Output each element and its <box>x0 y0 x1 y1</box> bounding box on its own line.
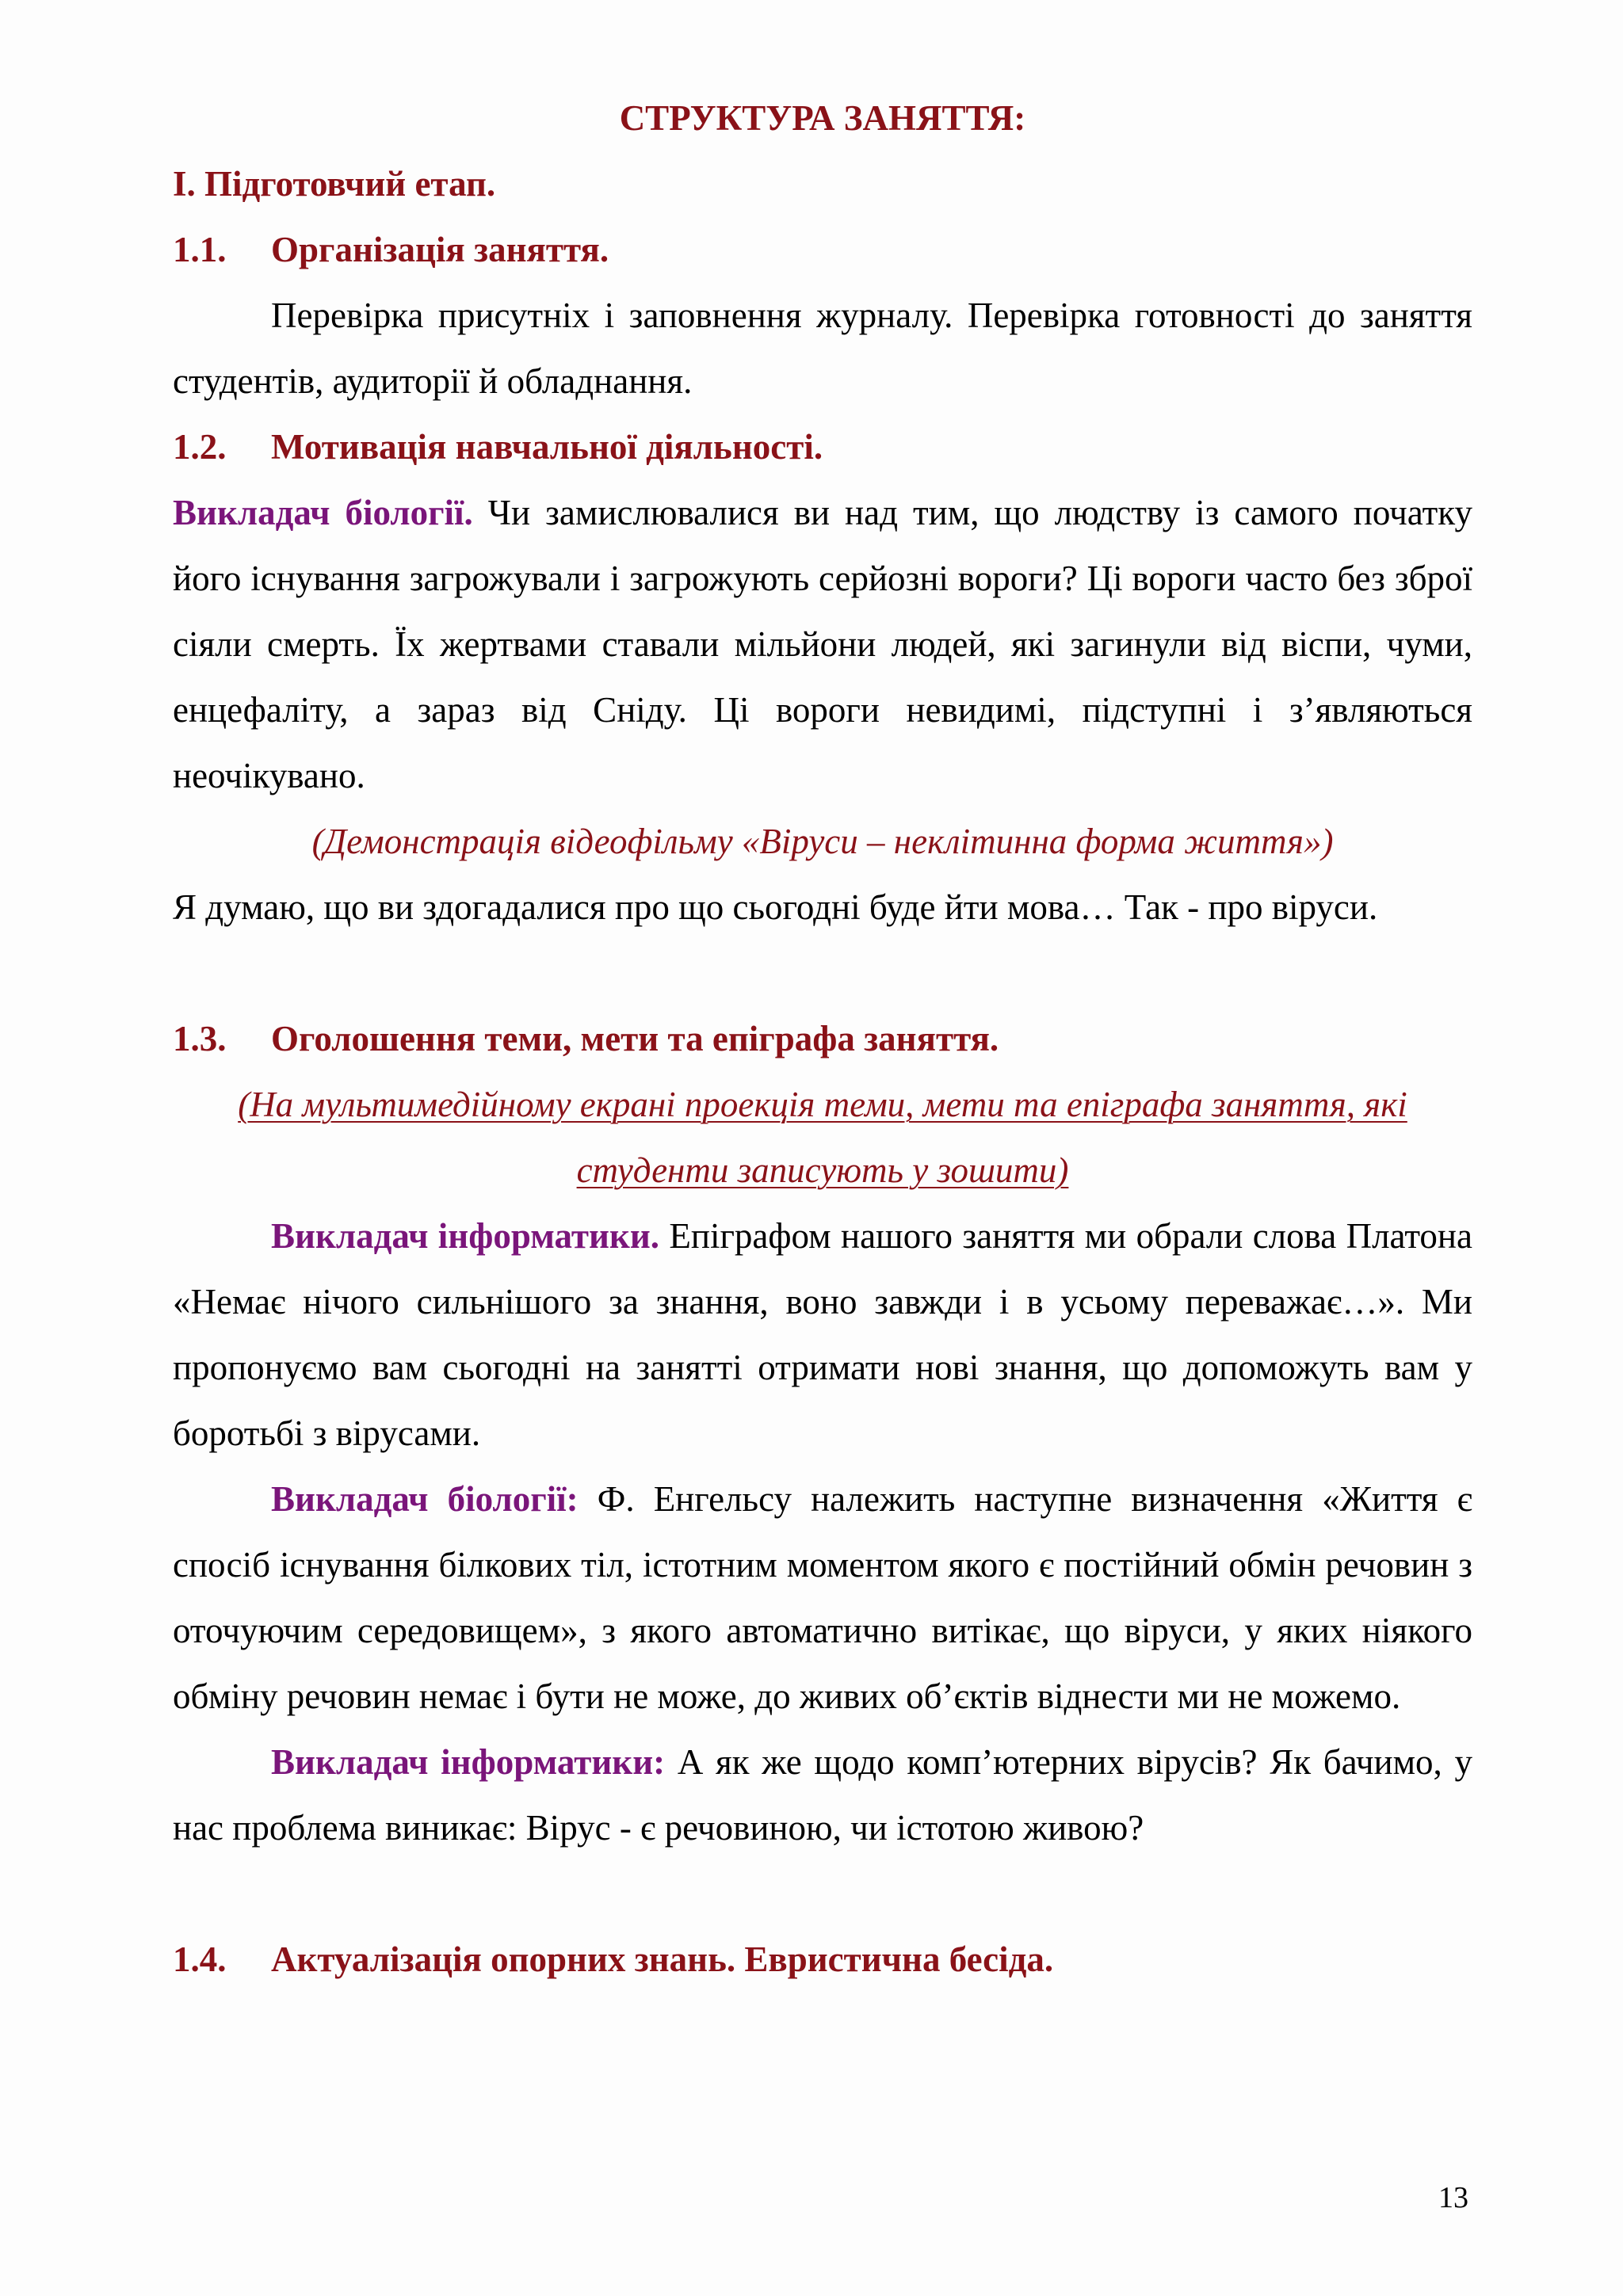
speaker-label: Викладач інформатики: <box>271 1742 666 1782</box>
paragraph-computer-viruses <box>173 1730 1472 1861</box>
speaker-label: Викладач біології. <box>173 493 473 532</box>
page-number: 13 <box>1438 2181 1468 2214</box>
paragraph-engels <box>173 1466 1472 1730</box>
speaker-label: Викладач біології: <box>271 1479 579 1519</box>
paragraph-motivation <box>173 480 1472 809</box>
section-title: Оголошення теми, мети та епіграфа заняття. <box>271 1019 999 1058</box>
section-heading-1-4 <box>173 1927 1472 1993</box>
section-title: Актуалізація опорних знань. Евристична бесіда. <box>271 1939 1054 1979</box>
section-heading-1-1 <box>173 217 1472 283</box>
spacer <box>173 940 1472 1006</box>
paragraph-text: Ф. Енгельсу належить наступне визначення «Життя є спосіб існування білкових тіл, істотним моментом якого є постійний обмін речовин з оточуючим середовищем», з якого автоматично витікає, що віруси, у яких ніякого обміну речовин немає і бути не може, до живих об’єктів віднести ми не можемо. <box>173 1479 1472 1716</box>
page-content <box>173 86 1472 1993</box>
section-heading-1-2 <box>173 414 1472 480</box>
stage-heading: І. Підготовчий етап. <box>173 164 496 204</box>
section-number: 1.1. <box>173 230 227 269</box>
paragraph-think: Я думаю, що ви здогадалися про що сьогодні буде йти мова… Так - про віруси. <box>173 887 1378 927</box>
section-heading-1-3 <box>173 1006 1472 1072</box>
section-title: Організація заняття. <box>271 230 609 269</box>
paragraph-text: А як же щодо комп’ютерних вірусів? Як бачимо, у нас проблема виникає: Вірус - є речовиною, чи істотою живою? <box>173 1742 1472 1848</box>
paragraph-text: Чи замислювалися ви над тим, що людству із самого початку його існування загрожували і загрожують серйозні вороги? Ці вороги часто без зброї сіяли смерть. Їх жертвами ставали мільйони людей, які загинули від віспи, чуми, енцефаліту, а зараз від Сніду. Ці вороги невидимі, підступні і з’являються неочікувано. <box>173 493 1472 795</box>
projection-note-line-1: (На мультимедійному екрані проекція теми, мети та епіграфа заняття, які <box>238 1085 1407 1124</box>
section-number: 1.3. <box>173 1019 227 1058</box>
section-number: 1.4. <box>173 1939 227 1979</box>
paragraph-epigraph <box>173 1203 1472 1466</box>
section-number: 1.2. <box>173 427 227 467</box>
demo-note: (Демонстрація відеофільму «Віруси – неклітинна форма життя») <box>311 822 1334 861</box>
speaker-label: Викладач інформатики. <box>271 1216 660 1256</box>
projection-note-line-2: студенти записують у зошити) <box>576 1150 1069 1190</box>
paragraph-organization: Перевірка присутніх і заповнення журналу. Перевірка готовності до заняття студентів, аудиторії й обладнання. <box>173 296 1472 401</box>
spacer <box>173 1861 1472 1927</box>
paragraph-text: Епіграфом нашого заняття ми обрали слова Платона «Немає нічого сильнішого за знання, воно завжди і в усьому переважає…». Ми пропонуємо вам сьогодні на занятті отримати нові знання, що допоможуть вам у боротьбі з вірусами. <box>173 1216 1472 1453</box>
page-title: СТРУКТУРА ЗАНЯТТЯ: <box>619 98 1026 138</box>
section-title: Мотивація навчальної діяльності. <box>271 427 823 467</box>
